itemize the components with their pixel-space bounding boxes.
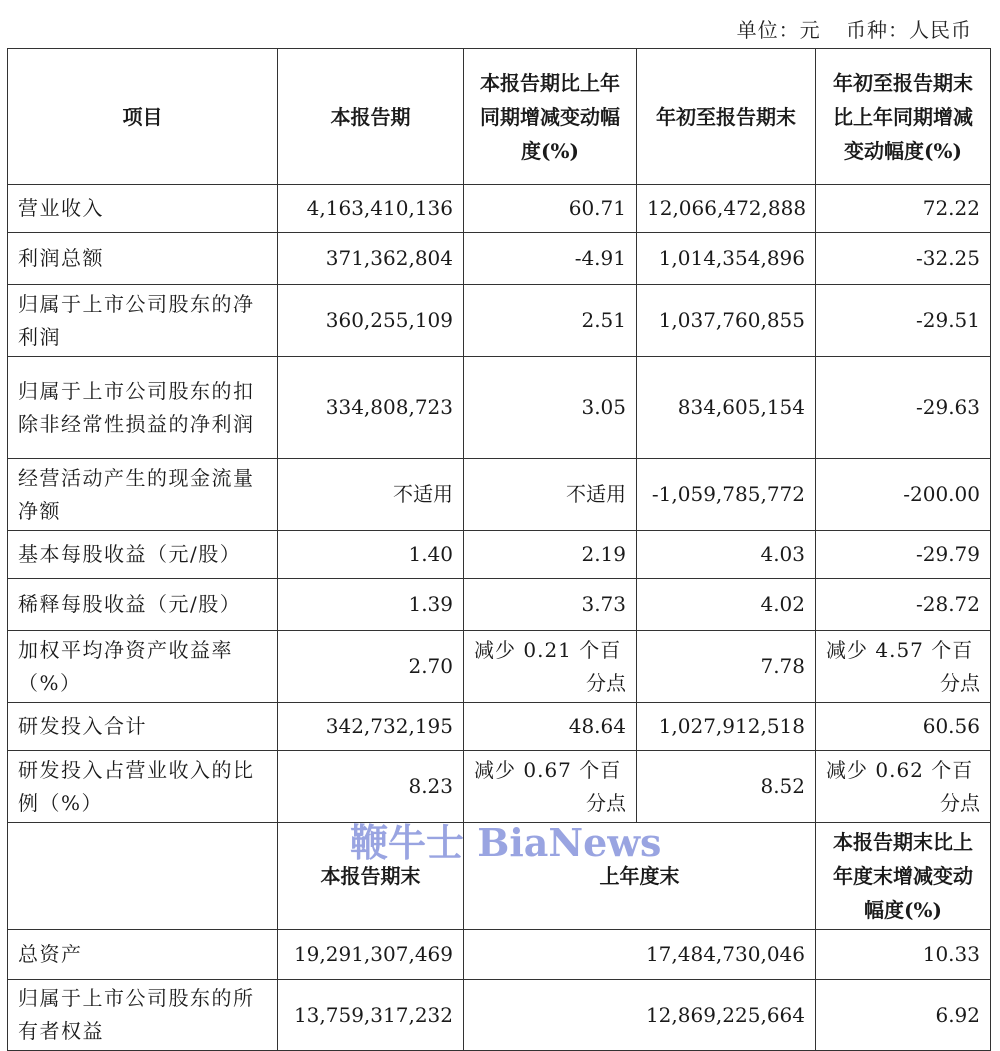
cell-change (464, 631, 637, 703)
cell-ytd: -1,059,785,772 (637, 459, 816, 531)
header-ytd: 年初至报告期末 (637, 49, 816, 185)
cell-change (464, 751, 637, 823)
row-label: 研发投入占营业收入的比例（%） (8, 751, 278, 823)
cell-ytd: 834,605,154 (637, 357, 816, 459)
row-label: 稀释每股收益（元/股） (8, 579, 278, 631)
table-row (8, 980, 991, 1051)
cell-change-line2: 分点 (586, 790, 626, 815)
cell-ytd-change: 60.56 (816, 703, 991, 751)
table-row (8, 459, 991, 531)
cell-ytd-change (816, 631, 991, 703)
table-row (8, 703, 991, 751)
cell-ytd: 7.78 (637, 631, 816, 703)
cell-ytd: 4.03 (637, 531, 816, 579)
cell-ytd-change (816, 751, 991, 823)
row-label: 利润总额 (8, 233, 278, 285)
table-row (8, 751, 991, 823)
row-label: 营业收入 (8, 185, 278, 233)
cell-ytd: 12,066,472,888 (637, 185, 816, 233)
cell-ytd-change: -29.79 (816, 531, 991, 579)
cell-ytd-change-line1: 减少 4.57 个百 (826, 637, 974, 662)
table-row (8, 579, 991, 631)
cell-current: 1.40 (278, 531, 464, 579)
financial-data-table (7, 48, 991, 1051)
cell-current: 4,163,410,136 (278, 185, 464, 233)
cell-period-end: 13,759,317,232 (278, 980, 464, 1051)
balance-header-row (8, 823, 991, 930)
header-ytd-change: 年初至报告期末比上年同期增减变动幅度(%) (816, 49, 991, 185)
cell-change-line2: 分点 (586, 670, 626, 695)
row-label: 归属于上市公司股东的扣除非经常性损益的净利润 (8, 357, 278, 459)
cell-change: 6.92 (816, 980, 991, 1051)
cell-ytd: 8.52 (637, 751, 816, 823)
unit-currency-line (719, 14, 972, 43)
cell-ytd-change-line1: 减少 0.62 个百 (826, 757, 974, 782)
cell-change-line1: 减少 0.21 个百 (474, 637, 622, 662)
cell-current: 不适用 (278, 459, 464, 531)
cell-ytd: 1,027,912,518 (637, 703, 816, 751)
cell-change: -4.91 (464, 233, 637, 285)
cell-ytd-change: -28.72 (816, 579, 991, 631)
header-period-end-change: 本报告期末比上年度末增减变动幅度(%) (816, 823, 991, 930)
cell-current: 334,808,723 (278, 357, 464, 459)
cell-current: 8.23 (278, 751, 464, 823)
row-label: 总资产 (8, 930, 278, 980)
cell-current: 342,732,195 (278, 703, 464, 751)
cell-current: 2.70 (278, 631, 464, 703)
cell-ytd-change: 72.22 (816, 185, 991, 233)
cell-current: 1.39 (278, 579, 464, 631)
cell-change: 不适用 (464, 459, 637, 531)
cell-ytd-change-line2: 分点 (940, 670, 980, 695)
cell-ytd: 1,037,760,855 (637, 285, 816, 357)
cell-ytd: 1,014,354,896 (637, 233, 816, 285)
cell-period-end: 19,291,307,469 (278, 930, 464, 980)
bianews-watermark: 鞭牛士 BiaNews (350, 820, 662, 865)
currency-label: 币种：人民币 (846, 18, 972, 42)
cell-ytd-change-line2: 分点 (940, 790, 980, 815)
cell-change: 60.71 (464, 185, 637, 233)
row-label: 经营活动产生的现金流量净额 (8, 459, 278, 531)
header-current-period: 本报告期 (278, 49, 464, 185)
cell-change: 10.33 (816, 930, 991, 980)
row-label: 归属于上市公司股东的所有者权益 (8, 980, 278, 1051)
cell-ytd-change: -29.63 (816, 357, 991, 459)
cell-prior-year-end: 17,484,730,046 (464, 930, 816, 980)
cell-current: 360,255,109 (278, 285, 464, 357)
header-prior-year-end: 上年度末 (464, 823, 816, 930)
cell-current: 371,362,804 (278, 233, 464, 285)
table-row (8, 285, 991, 357)
cell-prior-year-end: 12,869,225,664 (464, 980, 816, 1051)
row-label: 基本每股收益（元/股） (8, 531, 278, 579)
cell-ytd: 4.02 (637, 579, 816, 631)
cell-ytd-change: -200.00 (816, 459, 991, 531)
table-header-row (8, 49, 991, 185)
header-item: 项目 (8, 49, 278, 185)
unit-label: 单位：元 (736, 18, 821, 42)
header-period-end: 本报告期末 (278, 823, 464, 930)
cell-change: 3.73 (464, 579, 637, 631)
cell-change: 2.51 (464, 285, 637, 357)
row-label: 研发投入合计 (8, 703, 278, 751)
row-label: 归属于上市公司股东的净利润 (8, 285, 278, 357)
table-row (8, 531, 991, 579)
cell-ytd-change: -29.51 (816, 285, 991, 357)
table-row (8, 631, 991, 703)
table-row (8, 357, 991, 459)
header-current-change: 本报告期比上年同期增减变动幅度(%) (464, 49, 637, 185)
cell-change: 2.19 (464, 531, 637, 579)
cell-ytd-change: -32.25 (816, 233, 991, 285)
row-label: 加权平均净资产收益率（%） (8, 631, 278, 703)
cell-change: 48.64 (464, 703, 637, 751)
table-row (8, 930, 991, 980)
header-blank (8, 823, 278, 930)
table-row (8, 185, 991, 233)
cell-change-line1: 减少 0.67 个百 (474, 757, 622, 782)
cell-change: 3.05 (464, 357, 637, 459)
table-row (8, 233, 991, 285)
